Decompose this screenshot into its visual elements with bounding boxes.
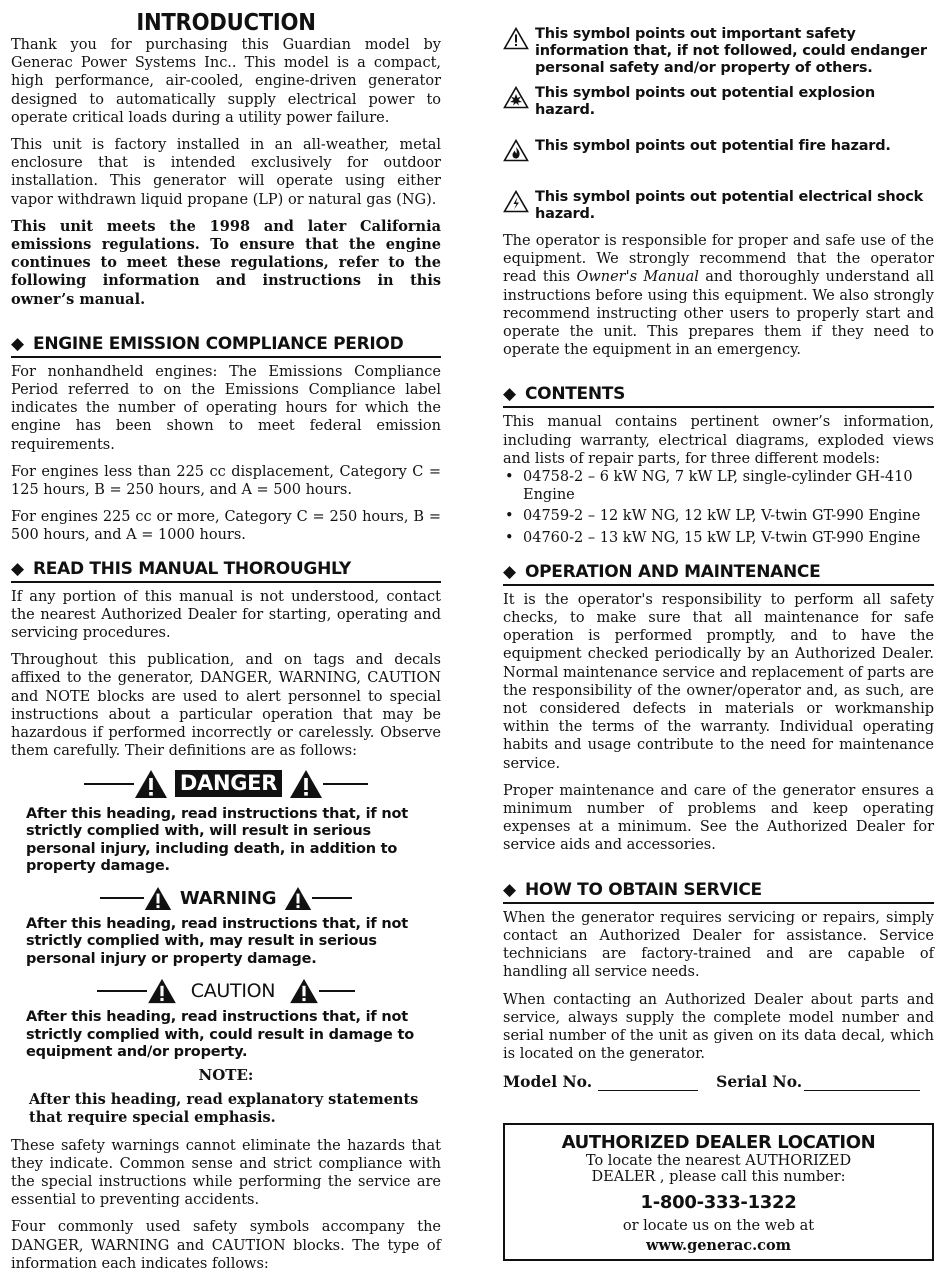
operation-paragraph-2: Proper maintenance and care of the generator ensures a minimum number of problems and keep operating expenses at a minimum. See the Authorized Dealer for service aids and accessories. [503,782,934,854]
symbol-explosion [503,85,934,119]
symbol-shock-text: This symbol points out potential electrical shock hazard. [535,189,924,222]
symbol-fire [503,138,934,162]
model-serial-line [503,1072,934,1091]
section-heading-emission [11,333,441,358]
symbol-fire-text: This symbol points out potential fire hazard. [535,138,891,154]
read-paragraph-2: Throughout this publication, and on tags and decals affixed to the generator, DANGER, WARNING, CAUTION and NOTE blocks are used to alert personnel to special instructions about a particular operation that may be hazardous if performed incorrectly or carelessly. Observe them carefully. Their definitions are as follows: [11,652,441,760]
caution-label: CAUTION [190,980,276,1002]
danger-label: DANGER [175,770,282,797]
section-heading-operation [503,561,934,586]
note-text: After this heading, read explanatory statements that require special emphasis. [29,1090,419,1126]
section-heading-read-manual [11,558,441,583]
read-paragraph-1: If any portion of this manual is not understood, contact the nearest Authorized Dealer for starting, operating and servicing procedures. [11,588,441,642]
symbol-safety-text: This symbol points out important safety information that, if not followed, could endanger personal safety and/or property of others. [535,26,927,76]
warning-triangle-icon [289,769,323,799]
closing-paragraph-1: These safety warnings cannot eliminate the hazards that they indicate. Common sense and strict compliance with the special instructions while performing the service are essential to preventing accidents. [11,1137,441,1209]
warning-triangle-icon [144,886,172,911]
page-title: INTRODUCTION [136,10,316,36]
serial-number-label: Serial No. [716,1072,803,1092]
operator-text-after: and thoroughly understand all instructions before using this equipment. We also strongly recommend instructing other users to properly start and operate the unit. This prepares them if they need to operate the equipment in an emergency. [503,269,934,359]
section-heading-read-manual-label: READ THIS MANUAL THOROUGHLY [33,558,351,579]
closing-paragraph-2: Four commonly used safety symbols accompany the DANGER, WARNING and CAUTION blocks. The type of information each indicates follows: [11,1219,441,1272]
symbol-shock [503,189,934,223]
warning-text: After this heading, read instructions that, if not strictly complied with, may result in serious personal injury or property damage. [26,915,409,967]
section-heading-operation-label: OPERATION AND MAINTENANCE [525,561,821,582]
warning-triangle-icon [284,886,312,911]
intro-paragraph-1: Thank you for purchasing this Guardian model by Generac Power Systems Inc.. This model is a compact, high performance, air-cooled, engine-driven generator designed to automatically supply electrical power to operate critical loads during a utility power failure. [11,37,441,126]
section-heading-contents-label: CONTENTS [525,384,626,405]
electrical-shock-icon [503,190,529,213]
diamond-icon: ◆ [503,561,516,582]
contents-paragraph: This manual contains pertinent owner’s information, including warranty, electrical diagrams, exploded views and lists of repair parts, for three different models: [503,414,934,467]
fire-hazard-icon [503,139,529,162]
service-paragraph-1: When the generator requires servicing or repairs, simply contact an Authorized Dealer for assistance. Service technicians are factory-trained and are capable of handling all service needs. [503,909,934,981]
operator-paragraph [503,232,934,359]
dealer-website[interactable]: www.generac.com [646,1237,791,1255]
dealer-box-line-2: DEALER , please call this number: [591,1169,846,1186]
warning-triangle-icon [147,978,177,1004]
models-list [503,468,934,547]
caution-heading [11,978,441,1004]
danger-text: After this heading, read instructions that, if not strictly complied with, will result in serious personal injury, including death, in addition to property damage. [26,805,409,874]
model-number-field[interactable] [598,1074,698,1091]
left-column [11,0,441,1273]
section-heading-service-label: HOW TO OBTAIN SERVICE [525,879,762,900]
warning-heading [11,886,441,911]
operation-paragraph-1: It is the operator's responsibility to perform all safety checks, to make sure that all maintenance for safe operation is performed promptly, and to have the equipment checked periodically by an Authorized Dealer. Normal maintenance service and replacement of parts are the responsibility of the owner/operator and, as such, are not considered defects in materials or workmanship within the terms of the warranty. Individual operating habits and usage contribute to the need for maintenance service. [503,591,934,772]
dealer-phone-number: 1-800-333-1322 [640,1192,797,1214]
caution-text: After this heading, read instructions that, if not strictly complied with, could result in damage to equipment and/or property. [26,1009,415,1060]
service-paragraph-2: When contacting an Authorized Dealer about parts and service, always supply the complete model number and serial number of the unit as given on its data decal, which is located on the generator. [503,991,934,1063]
list-item: • 04759-2 – 12 kW NG, 12 kW LP, V-twin GT-990 Engine [503,507,934,525]
warning-triangle-icon [134,769,168,799]
diamond-icon: ◆ [11,333,24,354]
diamond-icon: ◆ [11,558,24,579]
warning-triangle-icon [289,978,319,1004]
note-label: NOTE: [198,1065,254,1084]
list-item: • 04760-2 – 13 kW NG, 15 kW LP, V-twin GT-990 Engine [503,529,934,547]
danger-heading [11,769,441,799]
emission-paragraph-1: For nonhandheld engines: The Emissions Compliance Period referred to on the Emissions Compliance label indicates the number of operating hours for which the engine has been shown to meet federal emission requirements. [11,363,441,453]
intro-emissions-statement: This unit meets the 1998 and later California emissions regulations. To ensure that the engine continues to meet these regulations, refer to the following information and instructions in this owner’s manual. [11,217,441,308]
diamond-icon: ◆ [503,879,516,900]
list-item: • 04758-2 – 6 kW NG, 7 kW LP, single-cylinder GH-410 Engine [503,468,934,504]
emission-paragraph-3: For engines 225 cc or more, Category C = 250 hours, B = 500 hours, and A = 1000 hours. [11,509,441,544]
safety-alert-icon [503,27,529,50]
dealer-location-box [503,1123,934,1261]
section-heading-service [503,879,934,904]
explosion-hazard-icon [503,86,529,109]
owners-manual-title: Owner's Manual [576,269,699,286]
diamond-icon: ◆ [503,384,516,405]
serial-number-field[interactable] [804,1074,920,1091]
right-column [503,0,934,1261]
warning-label: WARNING [179,887,277,909]
dealer-box-title: AUTHORIZED DEALER LOCATION [561,1132,876,1154]
dealer-box-line-3: or locate us on the web at [622,1218,815,1235]
model-number-label: Model No. [503,1072,593,1092]
section-heading-contents [503,383,934,408]
section-heading-emission-label: ENGINE EMISSION COMPLIANCE PERIOD [33,333,404,354]
intro-paragraph-2: This unit is factory installed in an all-weather, metal enclosure that is intended exclusively for outdoor installation. This generator will operate using either vapor withdrawn liquid propane (LP) or natural gas (NG). [11,137,441,208]
symbol-safety [503,26,934,77]
dealer-box-line-1: To locate the nearest AUTHORIZED [585,1153,852,1170]
emission-paragraph-2: For engines less than 225 cc displacement, Category C = 125 hours, B = 250 hours, and A = 500 hours. [11,463,441,499]
symbol-explosion-text: This symbol points out potential explosion hazard. [535,85,876,118]
operator-text-before: The operator is responsible for proper and safe use of the equipment. We strongly recommend that the operator read this [503,233,934,286]
